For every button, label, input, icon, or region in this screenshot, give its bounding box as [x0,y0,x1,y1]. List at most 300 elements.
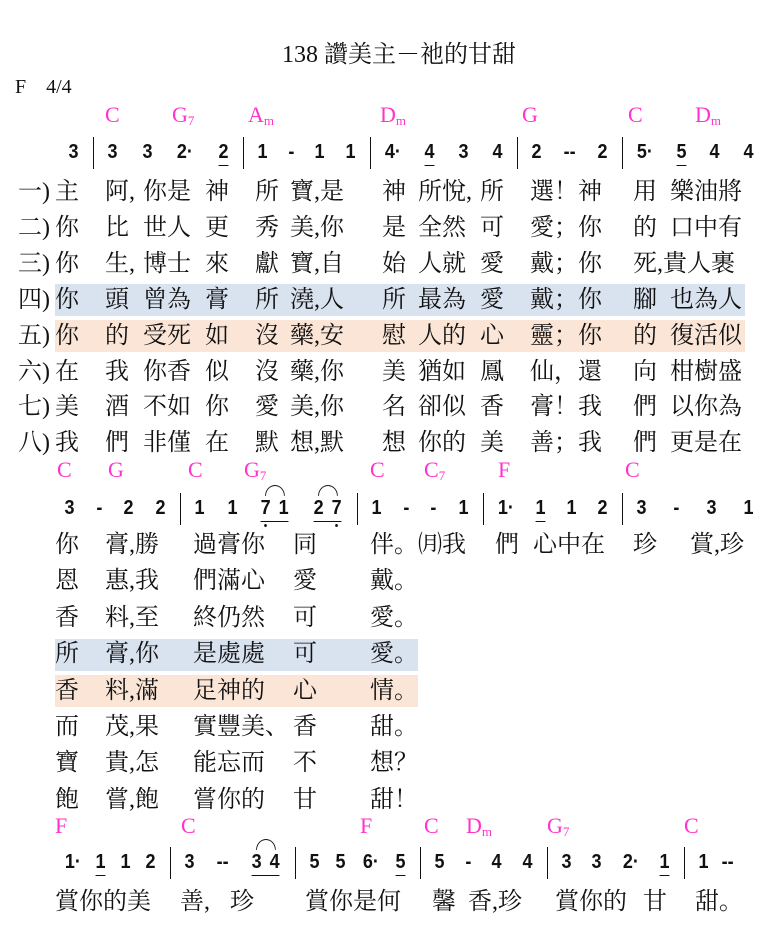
lyric-syllable: 愛 [480,286,504,313]
note-token [96,850,106,876]
note: 3 [68,141,79,163]
lyric-syllable: 珍 [633,532,657,558]
lyric-syllable: 樂油將 [670,179,742,205]
note: 4 [424,141,435,163]
note-token [336,850,346,874]
key-signature: F 4/4 [15,76,72,98]
note: 3 [142,141,153,163]
note-token [597,140,607,164]
note: 3 [251,851,262,873]
note-token [498,496,514,520]
note: 1 [120,851,131,873]
chord-symbol [522,102,538,128]
tie-arc [256,839,276,850]
note-token [65,496,75,520]
chord-symbol [628,102,643,128]
lyric-syllable: 博士 [143,250,191,277]
note-token [532,140,542,164]
verse-number: 八) [18,430,50,457]
lyric-syllable: 秀 [255,214,279,241]
note-token [743,496,753,520]
lyric-syllable: 同 [293,532,317,558]
chord-symbol [547,813,569,845]
note: 2 [313,497,324,519]
note: 3 [64,497,75,519]
note: 1 [743,497,754,519]
note: 1 [698,851,709,873]
chord-root: D [466,813,482,838]
lyric-syllable: 甘 [293,786,317,813]
chord-root: G [547,813,563,838]
measure [357,496,483,526]
verse-number: 五) [18,322,50,349]
lyric-syllable: 情。 [370,677,418,704]
lyric-syllable: 終仍然 [193,604,265,631]
note-token [315,140,325,164]
chord-root: G [244,457,260,482]
lyric-syllable: 們 [633,430,657,457]
lyric-syllable: 過膏你 [193,532,265,558]
note: 2 [597,141,608,163]
measure [50,850,170,880]
chord-quality: 7 [438,468,446,483]
lyric-syllable: 在 [205,430,229,457]
note-token [218,140,228,166]
measure [684,850,768,880]
note-token [145,850,155,874]
note: -- [216,851,229,873]
measure [547,850,684,880]
lyric-syllable: 你 [55,322,79,349]
chord-root: F [55,813,68,838]
note: 3 [591,851,602,873]
lyric-syllable: 你的 [418,430,466,457]
chord-root: D [380,102,396,127]
lyric-syllable: 生, [105,250,135,277]
note: - [430,497,437,519]
note: 3 [458,141,469,163]
lyric-syllable: 你是 [143,179,191,205]
lyric-syllable: 心中在 [533,532,605,558]
lyric-syllable: 最為 [418,286,466,313]
lyric-syllable: 沒 [255,358,279,385]
note-token [459,140,469,164]
chord-symbol [466,813,492,845]
verse-number: 七) [18,394,50,421]
lyric-syllable: 們 [105,430,129,457]
lyric-syllable: 全然 [418,214,466,241]
lyric-syllable: 愛。 [370,604,418,631]
lyric-syllable: 想,默 [290,430,344,457]
lyric-syllable: 甜。 [370,714,418,740]
note-token [722,850,734,874]
chord-root: C [57,457,72,482]
lyric-syllable: 惠,我 [105,568,159,595]
note: 2· [622,851,639,873]
note-token [185,850,195,874]
lyric-syllable: 賞,珍 [690,532,744,558]
chord-quality: m [395,113,407,128]
lyric-syllable: 甜。 [695,889,743,915]
verse-number: 一) [18,179,50,205]
measure [420,850,547,880]
lyric-syllable: 寶,是 [290,179,344,205]
lyric-syllable: 料,至 [105,604,159,631]
note-token [673,496,679,520]
note-token [659,850,669,876]
lyric-syllable: 我 [55,430,79,457]
note-token [385,140,401,164]
note-token [177,140,193,164]
lyric-syllable: 甘 [643,889,667,915]
lyric-syllable: 似 [205,358,229,385]
note-token [345,140,355,164]
note-token [258,140,268,164]
lyric-syllable: 卻似 [418,394,466,421]
lyric-syllable: 腳 [633,286,657,313]
note: 3 [184,851,195,873]
note: 1 [458,497,469,519]
lyric-syllable: 曾為 [143,286,191,313]
lyric-syllable: 更 [205,214,229,241]
lyric-syllable: 沒 [255,322,279,349]
note: 5 [676,141,687,163]
lyric-syllable: 藥,安 [290,322,344,349]
chord-root: C [181,813,196,838]
chord-quality: 7 [562,824,570,839]
lyric-syllable: 所 [255,179,279,205]
lyric-syllable: 賞你的 [555,889,627,915]
note: 1· [497,497,514,519]
note: -- [721,851,734,873]
note-token [592,850,602,874]
lyric-syllable: 復活似 [670,322,742,349]
lyric-syllable: 能忘而 [193,750,265,777]
chord-quality: 7 [187,113,195,128]
chord-root: G [172,102,188,127]
note-token [121,850,131,874]
note: 1 [257,141,268,163]
note: 4 [710,141,721,163]
note-token [677,140,687,166]
note-token [68,140,78,164]
chord-symbol [188,457,203,483]
chord-symbol [108,457,124,483]
chord-root: C [370,457,385,482]
lyric-syllable: 們 [495,532,519,558]
note: 2· [177,141,194,163]
note: 7 [260,497,271,519]
lyric-syllable: 神 [382,179,406,205]
note-token [108,140,118,164]
measure [170,850,295,880]
note-token [431,496,437,520]
lyric-syllable: 不 [293,750,317,777]
note: 2 [145,851,156,873]
chord-symbol [360,813,372,839]
lyric-syllable: 你 [55,286,79,313]
note-token [124,496,134,520]
verse-number: 三) [18,250,50,277]
chord-root: C [105,102,120,127]
note: - [96,497,103,519]
note-token [623,850,639,874]
measure [370,140,517,170]
lyric-syllable: 而 [55,714,79,740]
lyric-syllable: 來 [205,250,229,277]
lyric-syllable: 始 [382,250,406,277]
lyric-syllable: 實豐美、 [193,714,289,740]
lyric-syllable: 如 [205,322,229,349]
lyric-syllable: 愛 [255,394,279,421]
lyric-syllable: 香 [480,394,504,421]
note-token [425,140,435,166]
lyric-syllable: 慰 [382,322,406,349]
lyric-syllable: 阿, [105,179,135,205]
lyric-syllable: 比 [105,214,129,241]
lyric-syllable: 鳳 [480,358,504,385]
note: 1 [566,497,577,519]
tie-arc [318,485,338,496]
lyric-syllable: 是 [382,214,406,241]
chord-quality: m [710,113,722,128]
note-token [535,496,545,522]
lyric-syllable: 可 [480,214,504,241]
note: 1 [227,497,238,519]
note: 5 [395,851,406,873]
lyric-syllable: 貴,怎 [105,750,159,777]
chord-root: G [108,457,124,482]
lyric-syllable: 戴；你 [530,286,602,313]
measure [50,496,180,526]
note: 2 [597,497,608,519]
lyric-syllable: 的 [105,322,129,349]
lyric-syllable: 可 [293,604,317,631]
note-group [261,496,289,522]
note: 2 [218,141,229,163]
lyric-syllable: 所 [382,286,406,313]
measure [622,140,768,170]
lyric-syllable: ㈪我 [418,532,466,558]
note: 4 [491,851,502,873]
lyric-syllable: 美 [55,394,79,421]
tie-arc [265,485,285,496]
lyric-syllable: 名 [382,394,406,421]
note-token [492,850,502,874]
lyric-syllable: 頭 [105,286,129,313]
note: 7 [331,497,342,519]
note-token [706,496,716,520]
note: - [465,851,472,873]
lyric-syllable: 膏,你 [105,641,159,668]
lyric-syllable: 香 [293,714,317,740]
hymn-title: 138 讚美主－祂的甘甜 [282,42,516,68]
lyric-syllable: 默 [255,430,279,457]
note: 1 [278,497,289,519]
lyric-syllable: 口中有 [670,214,742,241]
lyric-syllable: 香,珍 [468,889,522,915]
lyric-syllable: 向 [633,358,657,385]
chord-symbol [55,813,67,839]
lyric-syllable: 嘗你的 [193,786,265,813]
lyric-syllable: 善, [180,889,210,915]
note-token [310,850,320,874]
chord-symbol [684,813,699,839]
lyric-syllable: 們滿心 [193,568,265,595]
note: 3 [636,497,647,519]
chord-quality: 7 [259,468,267,483]
lyric-syllable: 膏 [205,286,229,313]
note-token [699,850,709,874]
lyric-syllable: 用 [633,179,657,205]
lyric-syllable: 也為人 [670,286,742,313]
lyric-syllable: 的 [633,322,657,349]
measure [243,140,370,170]
note-token [566,496,576,520]
measure [50,140,93,170]
chord-symbol [695,102,721,134]
note-token [563,140,575,164]
note: 4 [522,851,533,873]
chord-root: C [424,457,439,482]
chord-root: C [684,813,699,838]
chord-symbol [57,457,72,483]
lyric-syllable: 香 [55,604,79,631]
lyric-syllable: 主 [55,179,79,205]
note-token [458,496,468,520]
chord-symbol [244,457,266,489]
verse-number: 六) [18,358,50,385]
note-token [227,496,237,520]
lyric-syllable: 愛；你 [530,214,602,241]
lyric-syllable: 賞你是何 [305,889,401,915]
note-token [710,140,720,164]
chord-symbol [498,457,510,483]
note: 5· [636,141,653,163]
lyric-syllable: 膏！我 [530,394,602,421]
note-token [288,140,294,164]
note-token [216,850,228,874]
lyric-syllable: 甜！ [370,786,418,813]
note-token [562,850,572,874]
verse-number: 四) [18,286,50,313]
note: 2 [123,497,134,519]
lyric-syllable: 美 [382,358,406,385]
lyric-syllable: 善；我 [530,430,602,457]
measure [517,140,622,170]
note: 1 [194,497,205,519]
chord-root: F [498,457,511,482]
chord-symbol [380,102,406,134]
lyric-syllable: 酒 [105,394,129,421]
chord-symbol [625,457,640,483]
note-token [637,140,653,164]
lyric-syllable: 受死 [143,322,191,349]
note: 1 [345,141,356,163]
note-token [363,850,379,874]
measure [483,496,622,526]
lyric-syllable: 馨 [432,889,456,915]
chord-symbol [424,457,445,489]
lyric-syllable: 香 [55,677,79,704]
lyric-syllable: 伴。 [370,532,418,558]
chord-root: C [188,457,203,482]
chord-quality: m [263,113,275,128]
note: 5 [434,851,445,873]
note-group [251,850,279,876]
chord-root: G [522,102,538,127]
note-group [313,496,341,522]
lyric-syllable: 人就 [418,250,466,277]
lyric-syllable: 不如 [143,394,191,421]
note-token [465,850,471,874]
note: 1· [64,851,81,873]
lyric-syllable: 所 [55,641,79,668]
lyric-syllable: 人的 [418,322,466,349]
verse-number: 二) [18,214,50,241]
chord-root: C [424,813,439,838]
lyric-syllable: 飽 [55,786,79,813]
lyric-syllable: 世人 [143,214,191,241]
note: 4· [384,141,401,163]
lyric-syllable: 愛 [480,250,504,277]
lyric-syllable: 愛 [293,568,317,595]
lyric-syllable: 料,滿 [105,677,159,704]
chord-root: C [628,102,643,127]
note: 2 [531,141,542,163]
lyric-syllable: 死,貴人裹 [633,250,735,277]
lyric-syllable: 珍 [230,889,254,915]
lyric-syllable: 寶 [55,750,79,777]
note: 1 [535,497,546,519]
note: 4 [269,851,280,873]
chord-root: C [625,457,640,482]
chord-root: A [248,102,264,127]
lyric-syllable: 嘗,飽 [105,786,159,813]
note-token [743,140,753,164]
note-token [372,496,382,520]
lyric-syllable: 可 [293,641,317,668]
lyric-syllable: 的 [633,214,657,241]
lyric-syllable: 在 [55,358,79,385]
note-token [522,850,532,874]
lyric-syllable: 猶如 [418,358,466,385]
note-token [142,140,152,164]
lyric-syllable: 愛。 [370,641,418,668]
chord-quality: m [481,824,493,839]
lyric-syllable: 美,你 [290,394,344,421]
note: 4 [492,141,503,163]
chord-symbol [181,813,196,839]
lyric-syllable: 戴。 [370,568,418,595]
measure [180,496,357,526]
lyric-syllable: 恩 [55,568,79,595]
measure [295,850,420,880]
lyric-syllable: 你 [55,250,79,277]
note: 1 [314,141,325,163]
lyric-syllable: 是處處 [193,641,265,668]
note: - [673,497,680,519]
lyric-syllable: 你 [205,394,229,421]
note: 1 [659,851,670,873]
note: 3 [706,497,717,519]
lyric-syllable: 仙，還 [530,358,602,385]
lyric-syllable: 我 [105,358,129,385]
lyric-syllable: 賞你的美 [55,889,151,915]
lyric-syllable: 茂,果 [105,714,159,740]
note-token [65,850,81,874]
lyric-syllable: 所 [255,286,279,313]
